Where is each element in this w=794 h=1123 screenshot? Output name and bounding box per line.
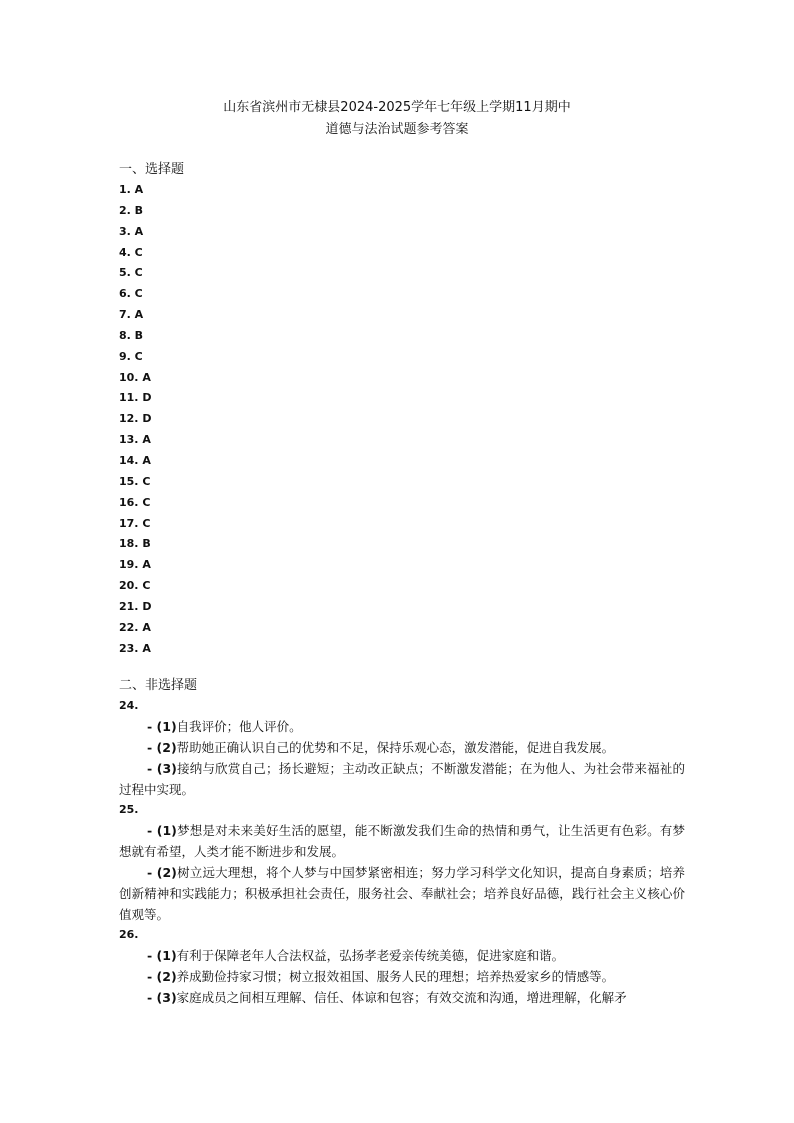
answer-item: 6. C — [119, 287, 143, 301]
part-label: - (3) — [147, 761, 177, 777]
title-block — [0, 97, 794, 141]
document-title-line2: 道德与法治试题参考答案 — [325, 122, 469, 137]
answer-item: 22. A — [119, 620, 151, 634]
answer-list — [119, 180, 685, 659]
question-number: 25. — [119, 803, 139, 817]
answer-item: 3. A — [119, 224, 144, 238]
answer-item: 5. C — [119, 266, 143, 280]
question-number: 24. — [119, 699, 139, 713]
answer-item: 8. B — [119, 328, 144, 342]
part-label: - (2) — [147, 969, 177, 985]
question-number: 26. — [119, 928, 139, 942]
part-text: 家庭成员之间相互理解、信任、体谅和包容；有效交流和沟通，增进理解，化解矛 — [176, 990, 627, 1006]
answer-item: 2. B — [119, 203, 144, 217]
answer-paragraph — [119, 987, 685, 1008]
section-heading-nonchoice: 二、非选择题 — [119, 678, 198, 694]
answer-item: 23. A — [119, 641, 151, 655]
question-list — [119, 696, 685, 1008]
answer-item: 4. C — [119, 245, 143, 259]
answer-paragraph — [119, 862, 685, 925]
part-text: 养成勤俭持家习惯；树立报效祖国、服务人民的理想；培养热爱家乡的情感等。 — [176, 969, 615, 985]
part-text: 帮助她正确认识自己的优势和不足，保持乐观心态，激发潜能，促进自我发展。 — [176, 740, 615, 756]
section-heading-choice: 一、选择题 — [119, 162, 185, 177]
answer-item: 10. A — [119, 370, 151, 384]
part-text: 梦想是对未来美好生活的愿望，能不断激发我们生命的热情和勇气，让生活更有色彩。有梦想就有希望，人类才能不断进步和发展。 — [119, 823, 685, 860]
answer-item: 15. C — [119, 474, 151, 488]
answer-item: 9. C — [119, 349, 143, 363]
part-label: - (1) — [147, 823, 177, 839]
answer-paragraph — [119, 758, 685, 800]
part-text: 自我评价；他人评价。 — [176, 719, 302, 735]
part-text: 有利于保障老年人合法权益，弘扬孝老爱亲传统美德，促进家庭和谐。 — [176, 948, 565, 964]
answer-paragraph — [119, 945, 685, 966]
answer-item: 12. D — [119, 412, 152, 426]
answer-item: 17. C — [119, 516, 151, 530]
answer-paragraph — [119, 820, 685, 862]
answer-paragraph — [119, 737, 685, 758]
part-label: - (1) — [147, 948, 177, 964]
answer-item: 16. C — [119, 495, 151, 509]
answer-item: 11. D — [119, 391, 152, 405]
answer-item: 20. C — [119, 579, 151, 593]
part-label: - (2) — [147, 865, 177, 881]
answer-item: 18. B — [119, 537, 151, 551]
part-label: - (2) — [147, 740, 177, 756]
answer-paragraph — [119, 716, 685, 737]
answer-item: 13. A — [119, 433, 151, 447]
document-title-line1: 山东省滨州市无棣县2024-2025学年七年级上学期11月期中 — [223, 100, 571, 115]
part-text: 树立远大理想，将个人梦与中国梦紧密相连；努力学习科学文化知识，提高自身素质；培养创新精神和实践能力；积极承担社会责任，服务社会、奉献社会；培养良好品德，践行社会主义核心价值观等。 — [119, 865, 685, 923]
answer-paragraph — [119, 966, 685, 987]
answer-item: 14. A — [119, 453, 151, 467]
part-label: - (3) — [147, 990, 177, 1006]
answer-item: 7. A — [119, 308, 144, 322]
answer-item: 19. A — [119, 558, 151, 572]
part-label: - (1) — [147, 719, 177, 735]
answer-item: 1. A — [119, 183, 144, 196]
document-content — [119, 160, 685, 1008]
answer-item: 21. D — [119, 599, 152, 613]
part-text: 接纳与欣赏自己；扬长避短；主动改正缺点；不断激发潜能；在为他人、为社会带来福祉的过程中实现。 — [119, 761, 685, 798]
